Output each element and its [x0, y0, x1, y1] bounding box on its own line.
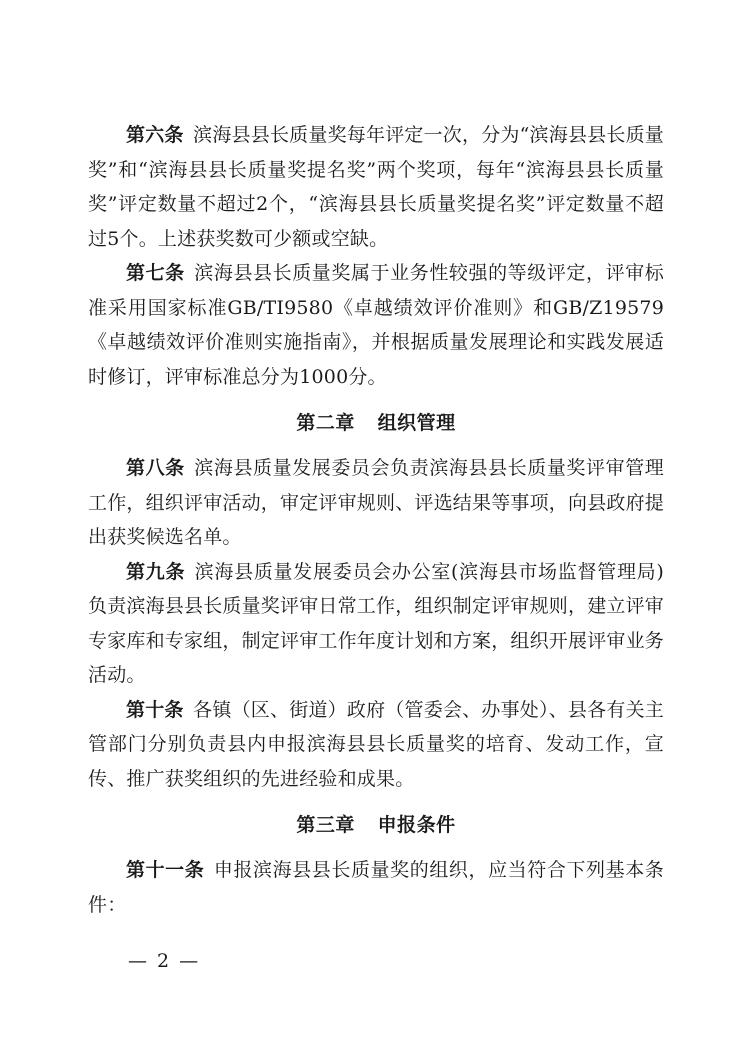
article-text: 各镇（区、街道）政府（管委会、办事处）、县各有关主管部门分别负责县内申报滨海县县长质量奖的培育、发动工作，宣传、推广获奖组织的先进经验和成果。 [88, 698, 664, 790]
article-label: 第十一条 [126, 859, 205, 881]
article-8 [88, 451, 664, 555]
article-label: 第八条 [126, 457, 185, 479]
article-label: 第十条 [126, 698, 184, 721]
chapter-heading-2 [88, 408, 664, 435]
article-text: 滨海县质量发展委员会负责滨海县县长质量奖评审管理工作，组织评审活动，审定评审规则、评选结果等事项，向县政府提出获奖候选名单。 [88, 457, 665, 548]
article-6 [88, 118, 664, 256]
article-7 [88, 256, 664, 394]
article-text: 滨海县县长质量奖每年评定一次，分为“滨海县县长质量奖”和“滨海县县长质量奖提名奖”两个奖项，每年“滨海县县长质量奖”评定数量不超过2个，“滨海县县长质量奖提名奖”评定数量不超过5个。上述获奖数可少额或空缺。 [88, 124, 664, 250]
article-label: 第七条 [126, 262, 185, 284]
article-10 [88, 693, 664, 797]
article-text: 申报滨海县县长质量奖的组织，应当符合下列基本条件： [88, 859, 664, 916]
article-9 [88, 555, 664, 693]
article-text: 滨海县县长质量奖属于业务性较强的等级评定，评审标准采用国家标准GB/TI9580《卓越绩效评价准则》和GB/Z19579《卓越绩效评价准则实施指南》，并根据质量发展理论和实践发展适时修订，评审标准总分为1000分。 [88, 262, 664, 388]
article-label: 第六条 [126, 124, 184, 146]
article-11 [88, 853, 664, 922]
chapter-number: 第二章 [296, 412, 355, 434]
chapter-heading-3 [88, 810, 664, 837]
chapter-title: 组织管理 [377, 412, 456, 434]
article-text: 滨海县质量发展委员会办公室(滨海县市场监督管理局)负责滨海县县长质量奖评审日常工作，组织制定评审规则，建立评审专家库和专家组，制定评审工作年度计划和方案，组织开展评审业务活动。 [88, 560, 665, 686]
chapter-number: 第三章 [296, 814, 355, 836]
chapter-title: 申报条件 [377, 814, 456, 836]
page-number: — 2 — [128, 950, 201, 972]
article-label: 第九条 [126, 560, 186, 583]
document-body [88, 118, 664, 922]
